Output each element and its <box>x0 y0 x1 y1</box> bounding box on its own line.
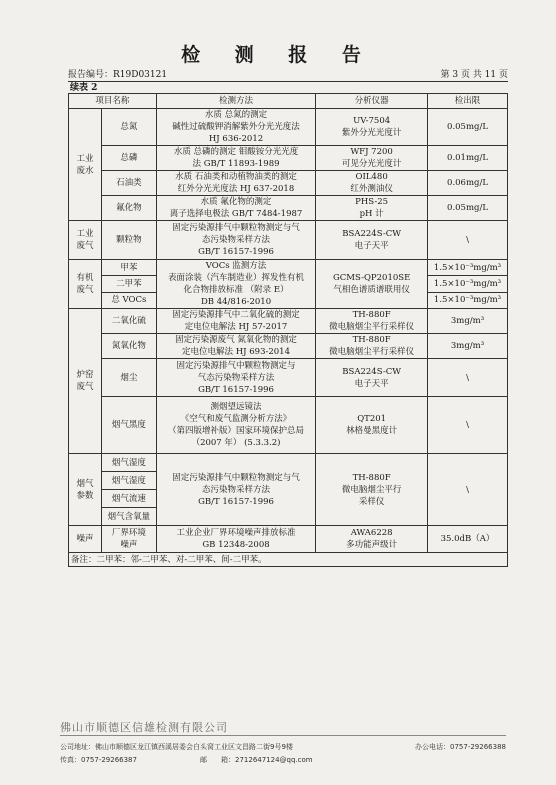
header-instrument: 分析仪器 <box>316 94 428 109</box>
limit-cell: 0.05mg/L <box>428 109 508 146</box>
table-header-row <box>69 94 508 109</box>
header-method: 检测方法 <box>156 94 315 109</box>
item-name: 二甲苯 <box>101 276 156 292</box>
table-row <box>69 454 508 472</box>
instrument-cell: UV-7504 紫外分光光度计 <box>316 109 428 146</box>
item-name: 厂界环境 噪声 <box>101 526 156 553</box>
method-cell: 固定污染源排气中颗粒物测定与气 态污染物采样方法 GB/T 16157-1996 <box>156 454 315 526</box>
item-name: 烟气湿度 <box>101 472 156 490</box>
group-name: 烟气 参数 <box>69 454 102 526</box>
method-cell: 工业企业厂界环境噪声排放标准 GB 12348-2008 <box>156 526 315 553</box>
table-row <box>69 359 508 397</box>
method-cell: 水质 总磷的测定 钼酸铵分光光度 法 GB/T 11893-1989 <box>156 146 315 171</box>
report-info-line <box>68 67 508 82</box>
group-name: 工业 废水 <box>69 109 102 221</box>
instrument-cell: WFJ 7200 可见分光光度计 <box>316 146 428 171</box>
limit-cell: \ <box>428 397 508 454</box>
method-cell: 测烟望远镜法 《空气和废气监测分析方法》 （第四版增补版）国家环境保护总局 （2007 年） (5.3.3.2) <box>156 397 315 454</box>
table-row <box>69 397 508 454</box>
footer-email: 邮 箱：2712647124@qq.com <box>200 756 313 764</box>
instrument-cell: OIL480 红外测油仪 <box>316 171 428 196</box>
item-name: 氟化物 <box>101 196 156 221</box>
item-name: 甲苯 <box>101 260 156 276</box>
table-note: 备注：二甲苯：邻-二甲苯、对-二甲苯、间-二甲苯。 <box>69 553 508 567</box>
item-name: 总 VOCs <box>101 292 156 308</box>
item-name: 石油类 <box>101 171 156 196</box>
limit-cell: 3mg/m³ <box>428 309 508 334</box>
footer-divider <box>60 735 506 736</box>
footer-fax: 传真：0757-29266387 <box>60 756 137 764</box>
table-row <box>69 109 508 146</box>
instrument-cell: PHS-25 pH 计 <box>316 196 428 221</box>
method-cell: 固定污染源排气中二氧化硫的测定 定电位电解法 HJ 57-2017 <box>156 309 315 334</box>
limit-cell: 1.5×10⁻³mg/m³ <box>428 260 508 276</box>
instrument-cell: GCMS-QP2010SE 气相色谱质谱联用仪 <box>316 260 428 309</box>
footer-address: 公司地址：佛山市顺德区龙江镇西溪居委会白头窝工业区文昌路二街9号9楼 <box>60 743 293 751</box>
item-name: 总氮 <box>101 109 156 146</box>
instrument-cell: TH-880F 微电脑烟尘平行 采样仪 <box>316 454 428 526</box>
method-cell: 水质 氟化物的测定 离子选择电极法 GB/T 7484-1987 <box>156 196 315 221</box>
group-name: 炉窑 废气 <box>69 309 102 454</box>
group-name: 噪声 <box>69 526 102 553</box>
method-cell: 固定污染源废气 氮氧化物的测定 定电位电解法 HJ 693-2014 <box>156 334 315 359</box>
report-number: 报告编号：R19D03121 <box>68 70 168 80</box>
instrument-cell: TH-880F 微电脑烟尘平行采样仪 <box>316 334 428 359</box>
instrument-cell: BSA224S-CW 电子天平 <box>316 359 428 397</box>
limit-cell: 35.0dB（A） <box>428 526 508 553</box>
method-cell: VOCs 监测方法 表面涂装（汽车制造业）挥发性有机 化合物排放标准 （附录 E） DB 44/816-2010 <box>156 260 315 309</box>
header-limit: 检出限 <box>428 94 508 109</box>
limit-cell: 1.5×10⁻³mg/m³ <box>428 276 508 292</box>
limit-cell: 3mg/m³ <box>428 334 508 359</box>
item-name: 二氧化硫 <box>101 309 156 334</box>
item-name: 总磷 <box>101 146 156 171</box>
footer-office-phone: 办公电话：0757-29266388 <box>415 743 506 751</box>
item-name: 颗粒物 <box>101 221 156 260</box>
item-name: 烟气含氧量 <box>101 508 156 526</box>
item-name: 烟尘 <box>101 359 156 397</box>
limit-cell: 0.06mg/L <box>428 171 508 196</box>
limit-cell: 0.01mg/L <box>428 146 508 171</box>
item-name: 氮氧化物 <box>101 334 156 359</box>
instrument-cell: TH-880F 微电脑烟尘平行采样仪 <box>316 309 428 334</box>
table-row <box>69 221 508 260</box>
limit-cell: \ <box>428 454 508 526</box>
group-name: 有机 废气 <box>69 260 102 309</box>
footer-contact-row <box>60 755 506 765</box>
instrument-cell: QT201 林格曼黑度计 <box>316 397 428 454</box>
method-cell: 固定污染源排气中颗粒物测定与气 态污染物采样方法 GB/T 16157-1996 <box>156 221 315 260</box>
detection-method-table <box>68 93 508 567</box>
instrument-cell: AWA6228 多功能声级计 <box>316 526 428 553</box>
method-cell: 固定污染源排气中颗粒物测定与 气态污染物采样方法 GB/T 16157-1996 <box>156 359 315 397</box>
table-row <box>69 196 508 221</box>
limit-cell: 1.5×10⁻³mg/m³ <box>428 292 508 308</box>
footer-address-row <box>60 742 506 752</box>
table-row <box>69 146 508 171</box>
table-note-row <box>69 553 508 567</box>
continued-label: 续表 2 <box>70 83 98 93</box>
table-row <box>69 526 508 553</box>
limit-cell: \ <box>428 221 508 260</box>
header-item-name: 项目名称 <box>69 94 157 109</box>
page-indicator: 第 3 页 共 11 页 <box>440 70 508 80</box>
report-title: 检 测 报 告 <box>181 44 375 66</box>
table-row <box>69 309 508 334</box>
group-name: 工业 废气 <box>69 221 102 260</box>
table-row <box>69 171 508 196</box>
table-row <box>69 260 508 276</box>
item-name: 烟气流速 <box>101 490 156 508</box>
method-cell: 水质 总氮的测定 碱性过硫酸钾消解紫外分光光度法 HJ 636-2012 <box>156 109 315 146</box>
instrument-cell: BSA224S-CW 电子天平 <box>316 221 428 260</box>
limit-cell: 0.05mg/L <box>428 196 508 221</box>
item-name: 烟气湿度 <box>101 454 156 472</box>
method-cell: 水质 石油类和动植物油类的测定 红外分光光度法 HJ 637-2018 <box>156 171 315 196</box>
item-name: 烟气黑度 <box>101 397 156 454</box>
footer-company-name: 佛山市顺德区信雄检测有限公司 <box>60 721 228 734</box>
table-row <box>69 334 508 359</box>
limit-cell: \ <box>428 359 508 397</box>
